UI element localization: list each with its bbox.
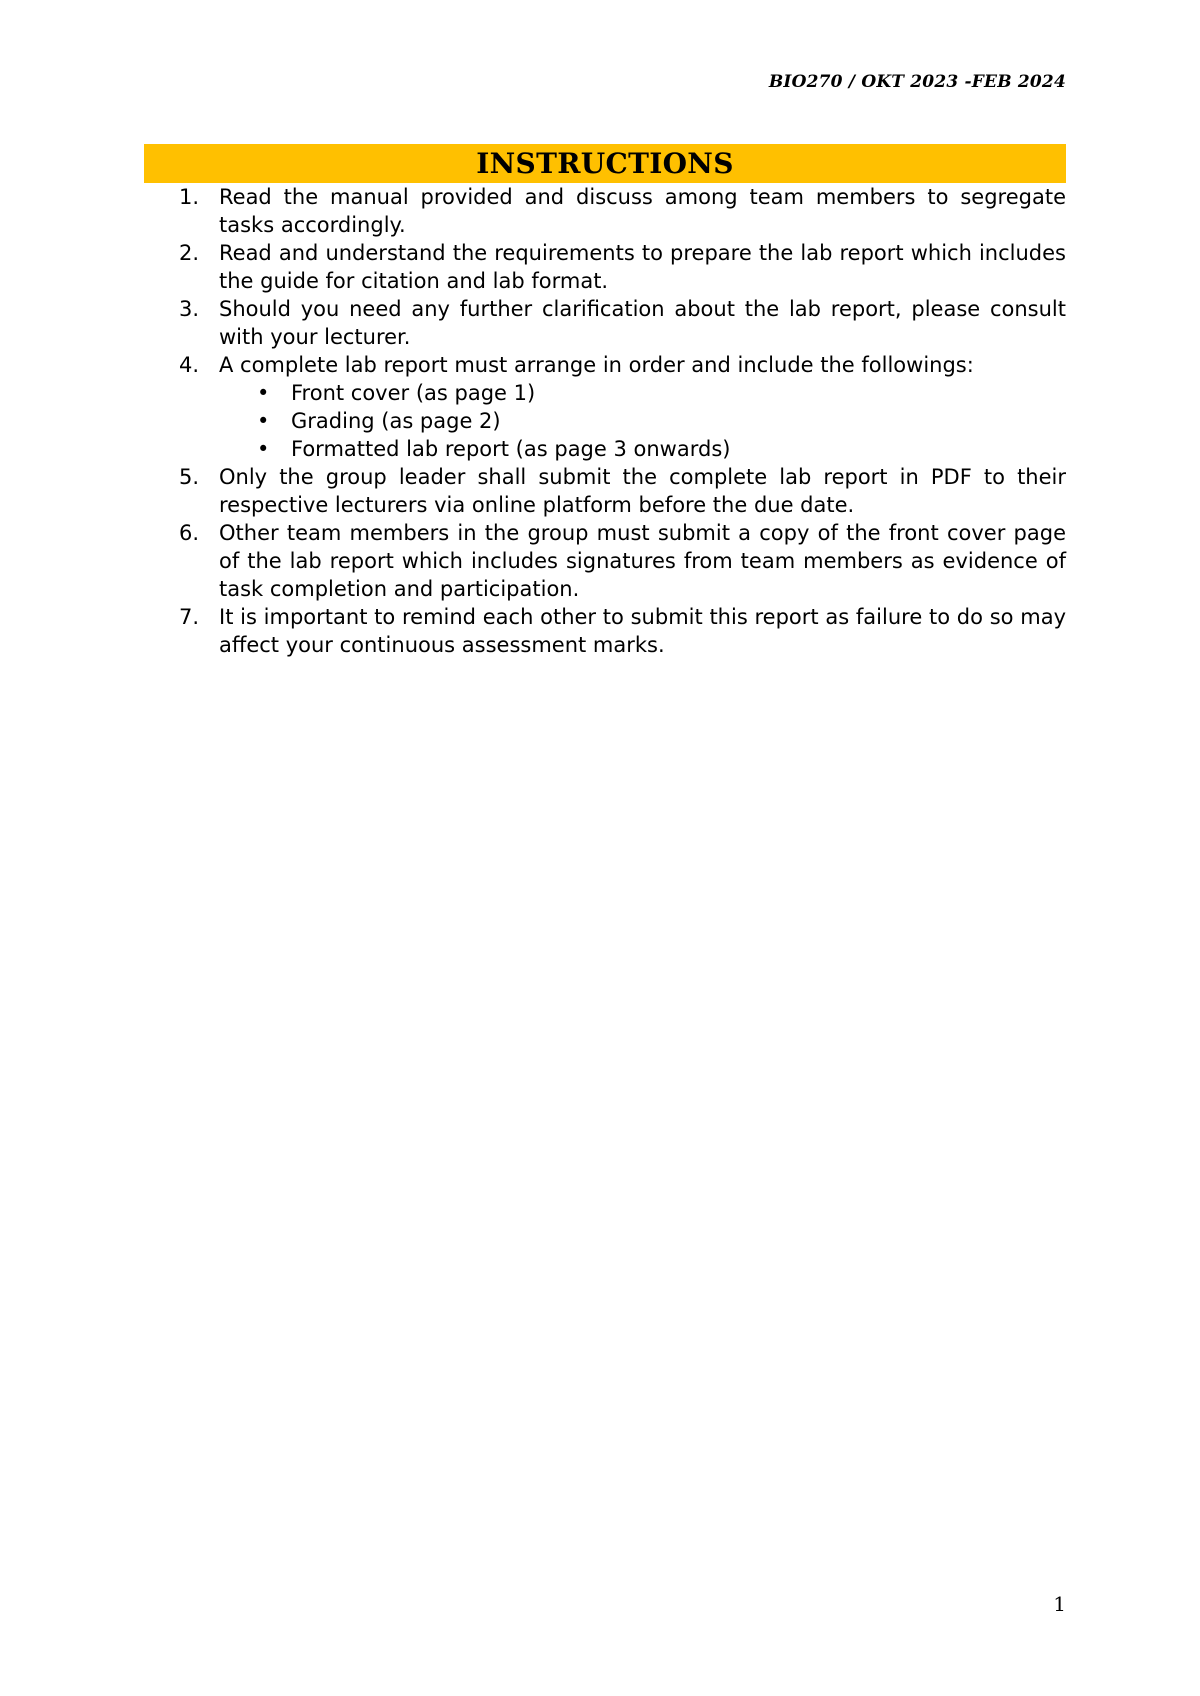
instruction-number: 6. xyxy=(179,521,200,545)
report-contents-item xyxy=(219,379,1066,407)
instruction-item-1 xyxy=(144,183,1066,239)
instructions-title-bar xyxy=(144,144,1066,183)
report-contents-text: Formatted lab report (as page 3 onwards) xyxy=(291,437,731,461)
instruction-number: 5. xyxy=(179,465,200,489)
bullet-icon: • xyxy=(257,409,270,433)
instruction-text: Other team members in the group must submit a copy of the front cover page of the lab report which includes signatures from team members as evidence of task completion and participation. xyxy=(219,521,1066,601)
report-contents-list xyxy=(219,379,1066,463)
instruction-text: Only the group leader shall submit the complete lab report in PDF to their respective lecturers via online platform before the due date. xyxy=(219,465,1066,517)
instruction-text: Read the manual provided and discuss among team members to segregate tasks accordingly. xyxy=(219,185,1066,237)
report-contents-text: Front cover (as page 1) xyxy=(291,381,536,405)
instructions-list xyxy=(144,183,1066,659)
instruction-text: Read and understand the requirements to prepare the lab report which includes the guide for citation and lab format. xyxy=(219,241,1066,293)
report-contents-item xyxy=(219,435,1066,463)
instruction-item-5 xyxy=(144,463,1066,519)
bullet-icon: • xyxy=(257,381,270,405)
instruction-number: 2. xyxy=(179,241,200,265)
page-number: 1 xyxy=(1053,1592,1066,1616)
instruction-item-2 xyxy=(144,239,1066,295)
bullet-icon: • xyxy=(257,437,270,461)
instructions-title: INSTRUCTIONS xyxy=(476,147,734,180)
instruction-item-7 xyxy=(144,603,1066,659)
instruction-item-6 xyxy=(144,519,1066,603)
instruction-number: 3. xyxy=(179,297,200,321)
instruction-number: 1. xyxy=(179,185,200,209)
instruction-number: 4. xyxy=(179,353,200,377)
instruction-item-4 xyxy=(144,351,1066,463)
instruction-item-3 xyxy=(144,295,1066,351)
instruction-text: Should you need any further clarification about the lab report, please consult with your lecturer. xyxy=(219,297,1066,349)
document-header: BIO270 / OKT 2023 -FEB 2024 xyxy=(768,72,1066,92)
instruction-number: 7. xyxy=(179,605,200,629)
report-contents-text: Grading (as page 2) xyxy=(291,409,501,433)
instruction-text: It is important to remind each other to submit this report as failure to do so may affect your continuous assessment marks. xyxy=(219,605,1066,657)
instruction-text: A complete lab report must arrange in order and include the followings: xyxy=(219,353,974,377)
report-contents-item xyxy=(219,407,1066,435)
